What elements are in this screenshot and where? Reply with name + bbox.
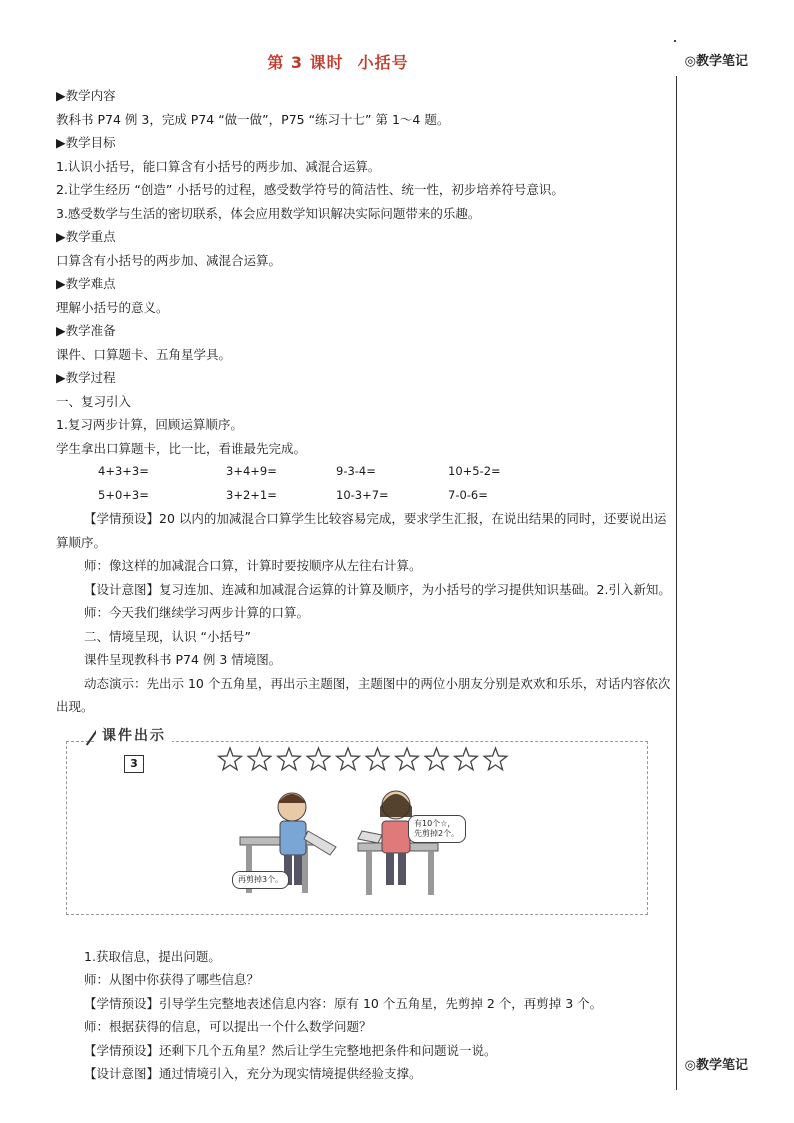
- calc-item: 3+2+1=: [226, 487, 277, 502]
- step-text: 1.复习两步计算，回顾运算顺序。: [56, 417, 243, 432]
- star-icon: [248, 748, 271, 770]
- calc-item: 5+0+3=: [98, 487, 149, 502]
- calc-item: 7-0-6=: [448, 487, 488, 502]
- section-heading: ▶教学过程: [56, 370, 116, 385]
- paragraph: 动态演示：先出示 10 个五角星，再出示主题图，主题图中的两位小朋友分别是欢欢和乐乐，对话内容依次出现。: [56, 675, 671, 714]
- star-icon: [484, 748, 507, 770]
- desk-leg-icon: [366, 851, 372, 895]
- goal-item: 1.认识小括号，能口算含有小括号的两步加、减混合运算。: [56, 158, 381, 174]
- speech-bubble-girl: 有10个☆，先剪掉2个。: [408, 815, 466, 843]
- calc-item: 4+3+3=: [98, 464, 149, 478]
- page-mark: [674, 40, 676, 42]
- boy-leg-icon: [294, 855, 302, 885]
- calc-item: 10+5-2=: [448, 464, 501, 478]
- children-scene: [232, 777, 466, 909]
- calc-row: [56, 460, 674, 484]
- content-text: 教科书 P74 例 3，完成 P74 “做一做”，P75 “练习十七” 第 1～4 题。: [56, 111, 450, 127]
- section-heading: ▶教学准备: [56, 323, 116, 338]
- paragraph: 课件呈现教科书 P74 例 3 情境图。: [84, 652, 282, 667]
- courseware-tag: 课件出示: [96, 725, 172, 749]
- star-icon: [219, 748, 242, 770]
- paragraph: 学生拿出口算题卡，比一比，看谁最先完成。: [56, 440, 307, 456]
- part-title: 一、复习引入: [56, 393, 132, 409]
- teacher-line: 师：像这样的加减混合口算，计算时要按顺序从左往右计算。: [84, 558, 422, 573]
- design-paragraph: 【设计意图】复习连加、连减和加减混合运算的计算及顺序，为小括号的学习提供知识基础。2.引入新知。: [84, 581, 671, 597]
- lesson-title: [0, 50, 676, 73]
- star-row: [216, 745, 516, 775]
- calc-item: 9-3-4=: [336, 464, 376, 478]
- teaching-notes-label-bottom: ◎教学笔记: [684, 1058, 748, 1073]
- section-heading: ▶教学重点: [56, 229, 116, 244]
- paper-icon: [358, 831, 382, 843]
- scene-illustration: [232, 777, 466, 909]
- preset-paragraph: 【学情预设】引导学生完整地表述信息内容：原有 10 个五角星，先剪掉 2 个，再剪掉 3 个。: [84, 995, 603, 1011]
- calc-row: [56, 484, 674, 508]
- goal-item: 2.让学生经历 “创造” 小括号的过程，感受数学符号的简洁性、统一性，初步培养符号意识。: [56, 182, 564, 197]
- star-icon: [337, 748, 360, 770]
- courseware-figure: [56, 725, 674, 941]
- calc-item: 3+4+9=: [226, 464, 277, 478]
- star-icon: [307, 748, 330, 770]
- star-icon: [425, 748, 448, 770]
- star-icon: [396, 748, 419, 770]
- girl-leg-icon: [398, 853, 406, 885]
- desk-leg-icon: [428, 851, 434, 895]
- star-icon: [278, 748, 301, 770]
- stars-graphic: [216, 745, 516, 775]
- design-paragraph: 【设计意图】通过情境引入，充分为现实情境提供经验支撑。: [84, 1066, 422, 1081]
- boy-hair-icon: [278, 794, 306, 803]
- lesson-body: [56, 84, 674, 1086]
- girl-leg-icon: [386, 853, 394, 885]
- prep-text: 课件、口算题卡、五角星学具。: [56, 346, 232, 362]
- key-text: 口算含有小括号的两步加、减混合运算。: [56, 252, 282, 268]
- star-icon: [455, 748, 478, 770]
- section-heading: ▶教学难点: [56, 276, 116, 291]
- section-heading: ▶教学目标: [56, 135, 116, 150]
- part-title: 二、情境呈现，认识 “小括号”: [84, 628, 251, 644]
- teacher-line: 师：今天我们继续学习两步计算的口算。: [84, 605, 310, 620]
- preset-paragraph: 【学情预设】还剩下几个五角星？然后让学生完整地把条件和问题说一说。: [84, 1042, 497, 1058]
- lesson-topic: 小括号: [357, 53, 409, 72]
- teacher-line: 师：从图中你获得了哪些信息？: [84, 972, 260, 987]
- section-heading: ▶教学内容: [56, 88, 116, 103]
- star-icon: [366, 748, 389, 770]
- teaching-notes-label-top: ◎教学笔记: [684, 54, 748, 69]
- lesson-number: 第 3 课时: [267, 53, 344, 72]
- girl-body-icon: [382, 821, 410, 853]
- notes-divider: [676, 76, 677, 1090]
- example-number: 3: [124, 755, 144, 773]
- step-text: 1.获取信息，提出问题。: [84, 948, 221, 964]
- speech-bubble-boy: 再剪掉3个。: [232, 871, 289, 889]
- difficulty-text: 理解小括号的意义。: [56, 299, 169, 315]
- preset-paragraph: 【学情预设】20 以内的加减混合口算学生比较容易完成，要求学生汇报，在说出结果的同时，还要说出运算顺序。: [56, 511, 667, 550]
- boy-body-icon: [280, 821, 306, 855]
- calc-item: 10-3+7=: [336, 487, 389, 502]
- goal-item: 3.感受数学与生活的密切联系，体会应用数学知识解决实际问题带来的乐趣。: [56, 205, 481, 221]
- teacher-line: 师：根据获得的信息，可以提出一个什么数学问题？: [84, 1019, 372, 1034]
